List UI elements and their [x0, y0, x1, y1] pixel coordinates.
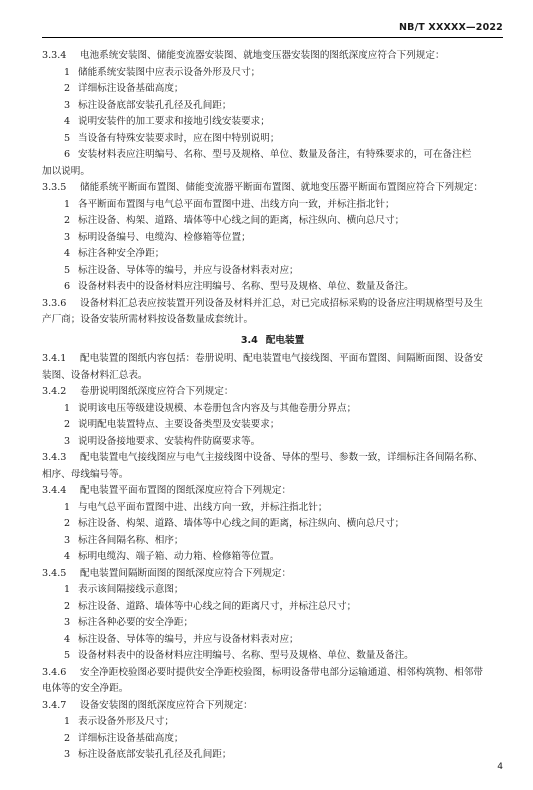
continuation-line: 产厂商；设备安装所需材料按设备数量成套统计。 [42, 314, 254, 325]
list-item-text: 标注设备、构架、道路、墙体等中心线之间的距离，标注纵向、横向总尺寸； [78, 518, 405, 529]
list-item [42, 131, 503, 148]
list-item-text: 标明设备编号、电缆沟、检修箱等位置； [78, 231, 251, 243]
list-item-number: 3 [64, 435, 71, 447]
list-item-number: 1 [64, 198, 71, 210]
clause-paragraph [42, 180, 503, 197]
list-item-number: 5 [64, 650, 71, 661]
clause-text: 设备材料汇总表应按装置开列设备及材料并汇总，对已完成招标采购的设备应注明规格型号及生 [80, 297, 483, 309]
clause-text: 卷册说明图纸深度应符合下列规定： [80, 386, 234, 397]
document-code: NB/T XXXXX—2022 [398, 22, 503, 33]
list-item-number: 1 [64, 584, 71, 595]
clause-number: 3.4.6 [42, 666, 67, 678]
clause-paragraph [42, 384, 503, 401]
clause-number: 3.4.3 [42, 452, 67, 463]
list-item-text: 详细标注设备基础高度； [78, 83, 184, 94]
list-item-text: 说明配电装置特点、主要设备类型及安装要求； [78, 419, 280, 430]
clause-number: 3.4.4 [42, 485, 67, 496]
list-item-number: 4 [64, 633, 71, 645]
list-item-number: 3 [64, 617, 71, 628]
list-item-number: 1 [64, 716, 71, 727]
list-item-number: 5 [64, 264, 71, 276]
list-item [42, 114, 503, 131]
clause-text: 配电装置电气接线图应与电气主接线图中设备、导体的型号、参数一致，详细标注各间隔名称、 [80, 452, 483, 463]
list-item [42, 582, 503, 599]
list-item-number: 3 [64, 749, 71, 760]
list-item-number: 3 [64, 231, 71, 243]
clause-text: 配电装置间隔断面图的图纸深度应符合下列规定： [80, 567, 292, 579]
list-item [42, 516, 503, 533]
continuation-line: 加以说明。 [42, 165, 90, 177]
clause-number: 3.3.5 [42, 182, 67, 193]
list-item-number: 1 [64, 501, 71, 513]
list-item-text: 储能系统安装图中应表示设备外形及尺寸； [78, 66, 261, 78]
list-item-number: 2 [64, 732, 71, 744]
list-item-text: 表示设备外形及尺寸； [78, 716, 174, 727]
section-heading [42, 333, 503, 350]
list-item-number: 4 [64, 116, 71, 127]
list-item-text: 与电气总平面布置图中进、出线方向一致，并标注指北针； [78, 501, 328, 513]
document-body [42, 48, 503, 764]
list-item [42, 434, 503, 451]
list-item-number: 2 [64, 419, 71, 430]
list-item-text: 标注设备、导体等的编号，并应与设备材料表对应； [78, 264, 299, 276]
list-item [42, 747, 503, 764]
list-item-number: 6 [64, 149, 71, 160]
list-item [42, 213, 503, 230]
list-item [42, 731, 503, 748]
list-item [42, 81, 503, 98]
list-item-number: 4 [64, 551, 71, 562]
list-item-text: 标注各种安全净距； [78, 248, 165, 259]
clause-paragraph [42, 566, 503, 583]
list-item [42, 648, 503, 665]
clause-text: 安全净距校验图必要时提供安全净距校验图，标明设备带电部分运输通道、相邻构筑物、相邻带 [80, 666, 483, 678]
list-item [42, 549, 503, 566]
list-item-text: 设备材料表中的设备材料应注明编号、名称、型号及规格、单位、数量及备注。 [78, 281, 414, 292]
list-item [42, 401, 503, 418]
clause-number: 3.4.2 [42, 386, 67, 397]
list-item [42, 98, 503, 115]
list-item [42, 533, 503, 550]
list-item-text: 表示该间隔接线示意图； [78, 584, 184, 595]
list-item [42, 599, 503, 616]
list-item-text: 标注设备底部安装孔孔径及孔间距； [78, 99, 232, 111]
list-item-text: 标明电缆沟、端子箱、动力箱、检修箱等位置。 [78, 551, 280, 562]
clause-number: 3.4.5 [42, 567, 67, 579]
list-item-number: 2 [64, 518, 71, 529]
list-item [42, 500, 503, 517]
continuation-line: 装图、设备材料汇总表。 [42, 369, 148, 381]
list-item-text: 说明设备接地要求、安装构件防腐要求等。 [78, 435, 261, 447]
page-number: 4 [497, 762, 503, 772]
list-item-number: 1 [64, 402, 71, 414]
list-item [42, 263, 503, 280]
list-item-text: 说明该电压等级建设规模、本卷册包含内容及与其他卷册分界点； [78, 402, 357, 414]
clause-paragraph [42, 483, 503, 500]
clause-paragraph [42, 296, 503, 313]
list-item-text: 标注设备、导体等的编号，并应与设备材料表对应； [78, 633, 299, 645]
continuation-line: 相序、母线编号等。 [42, 468, 129, 480]
list-item-text: 详细标注设备基础高度； [78, 732, 184, 744]
list-item-text: 标注各间隔名称、相序； [78, 534, 184, 546]
clause-paragraph [42, 698, 503, 715]
continuation-line: 电体等的安全净距。 [42, 683, 129, 694]
clause-text: 电池系统安装图、储能变流器安装图、就地变压器安装图的图纸深度应符合下列规定： [80, 50, 445, 61]
clause-paragraph [42, 48, 503, 65]
list-item-number: 2 [64, 600, 71, 612]
clause-paragraph [42, 351, 503, 368]
list-item-text: 标注各种必要的安全净距； [78, 617, 194, 628]
list-item-text: 各平断面布置图与电气总平面布置图中进、出线方向一致，并标注指北针； [78, 198, 395, 210]
clause-text: 配电装置平面布置图的图纸深度应符合下列规定： [80, 485, 292, 496]
list-item [42, 417, 503, 434]
list-item-number: 5 [64, 132, 71, 144]
list-item-number: 6 [64, 281, 71, 292]
clause-paragraph [42, 665, 503, 682]
list-item-text: 标注设备底部安装孔孔径及孔间距； [78, 749, 232, 760]
clause-number: 3.3.4 [42, 50, 67, 61]
list-item [42, 147, 503, 164]
list-item-text: 安装材料表应注明编号、名称、型号及规格、单位、数量及备注，有特殊要求的，可在备注栏 [78, 149, 472, 160]
clause-text: 设备安装图的图纸深度应符合下列规定： [80, 699, 253, 711]
clause-number: 3.4.7 [42, 699, 67, 711]
list-item [42, 65, 503, 82]
list-item [42, 246, 503, 263]
list-item-text: 标注设备、道路、墙体等中心线之间的距离尺寸，并标注总尺寸； [78, 600, 357, 612]
clause-number: 3.4.1 [42, 353, 67, 364]
list-item-number: 1 [64, 66, 71, 78]
list-item [42, 615, 503, 632]
list-item-number: 3 [64, 534, 71, 546]
list-item-text: 标注设备、构架、道路、墙体等中心线之间的距离，标注纵向、横向总尺寸； [78, 215, 405, 226]
list-item-number: 2 [64, 215, 71, 226]
header-rule [42, 37, 503, 38]
clause-text: 配电装置的图纸内容包括：卷册说明、配电装置电气接线图、平面布置图、间隔断面图、设备安 [80, 353, 483, 364]
list-item-number: 3 [64, 99, 71, 111]
list-item-text: 当设备有特殊安装要求时，应在图中特别说明； [78, 132, 280, 144]
list-item [42, 197, 503, 214]
list-item-number: 4 [64, 248, 71, 259]
list-item-text: 说明安装件的加工要求和接地引线安装要求； [78, 116, 270, 127]
clause-text: 储能系统平断面布置图、储能变流器平断面布置图、就地变压器平断面布置图应符合下列规定： [80, 182, 483, 193]
list-item [42, 279, 503, 296]
clause-paragraph [42, 450, 503, 467]
list-item [42, 632, 503, 649]
list-item-text: 设备材料表中的设备材料应注明编号、名称、型号及规格、单位、数量及备注。 [78, 650, 414, 661]
section-title: 配电装置 [265, 334, 305, 346]
section-number: 3.4 [240, 334, 258, 346]
clause-number: 3.3.6 [42, 297, 67, 309]
list-item [42, 230, 503, 247]
list-item-number: 2 [64, 83, 71, 94]
list-item [42, 714, 503, 731]
